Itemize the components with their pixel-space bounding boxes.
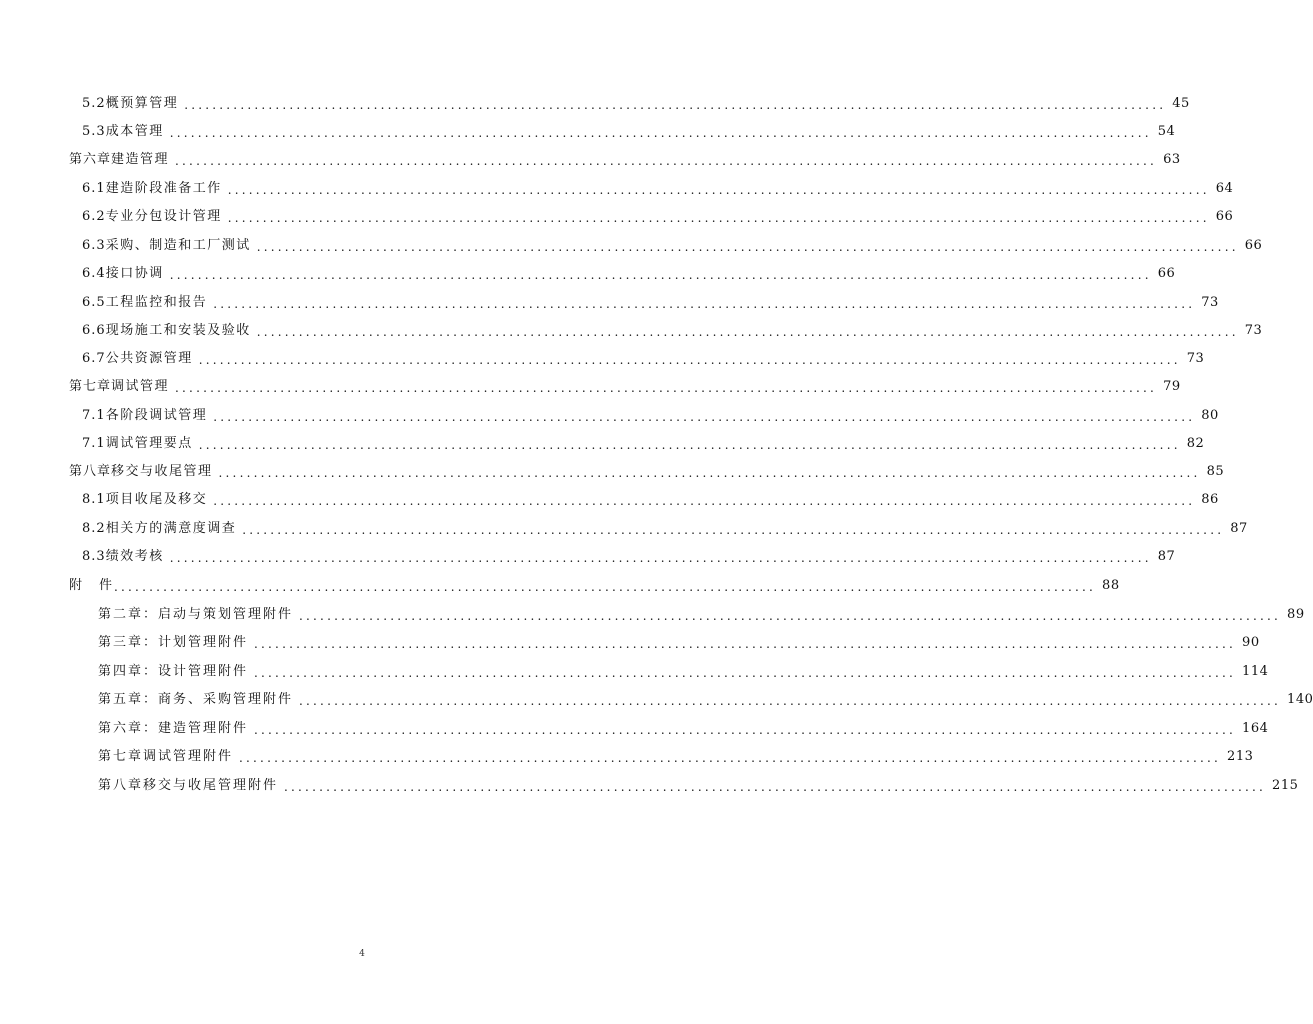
toc-leader-dots: ............................................................................................................................................: [198, 438, 1181, 452]
toc-entry-number: 6.7: [82, 351, 106, 366]
toc-leader-dots: ............................................................................................................................................: [169, 551, 1152, 565]
toc-entry-title: 第六章：建造管理附件: [98, 721, 249, 736]
toc-leader-dots: ............................................................................................................................................: [239, 751, 1222, 765]
toc-entry[interactable]: [98, 774, 1299, 794]
toc-entry-page: 63: [1163, 152, 1181, 167]
toc-entry-number: 6.2: [82, 209, 106, 224]
toc-entry-title: 各阶段调试管理: [105, 408, 208, 423]
toc-entry-title: 第七章调试管理附件: [98, 749, 234, 764]
toc-entry-title: 现场施工和安装及验收: [105, 323, 251, 338]
toc-entry-title: 第三章：计划管理附件: [98, 635, 249, 650]
toc-entry[interactable]: [82, 404, 1219, 424]
toc-entry-title: 建造阶段准备工作: [105, 181, 222, 196]
toc-leader-dots: ............................................................................................................................................: [299, 609, 1282, 623]
toc-entry-title: 建造管理: [111, 152, 170, 167]
toc-entry-page: 215: [1272, 778, 1299, 793]
toc-entry-page: 164: [1242, 721, 1269, 736]
toc-entry-page: 86: [1201, 492, 1219, 507]
toc-entry[interactable]: [82, 177, 1234, 197]
toc-entry[interactable]: [82, 545, 1176, 565]
toc-entry-number: 6.6: [82, 323, 106, 338]
toc-entry[interactable]: [82, 291, 1219, 311]
toc-entry-title: 第二章：启动与策划管理附件: [98, 607, 294, 622]
toc-entry[interactable]: [69, 375, 1181, 395]
toc-leader-dots: ............................................................................................................................................: [284, 780, 1267, 794]
toc-entry[interactable]: [98, 660, 1269, 680]
toc-leader-dots: ............................................................................................................................................: [213, 410, 1196, 424]
toc-leader-dots: ............................................................................................................................................: [254, 723, 1237, 737]
toc-entry[interactable]: [69, 574, 1120, 594]
toc-entry-number: 附 件: [69, 578, 115, 593]
toc-entry-page: 73: [1201, 295, 1219, 310]
toc-entry-title: 第五章：商务、采购管理附件: [98, 692, 294, 707]
toc-leader-dots: ............................................................................................................................................: [242, 523, 1225, 537]
toc-entry-page: 88: [1102, 578, 1120, 593]
toc-entry-number: 6.3: [82, 238, 106, 253]
toc-entry[interactable]: [98, 717, 1269, 737]
page-number: 4: [359, 949, 365, 959]
toc-entry-title: 工程监控和报告: [105, 295, 208, 310]
toc-entry-title: 第八章移交与收尾管理附件: [98, 778, 279, 793]
toc-leader-dots: ............................................................................................................................................: [114, 580, 1097, 594]
toc-entry-title: 采购、制造和工厂测试: [105, 238, 251, 253]
toc-leader-dots: ............................................................................................................................................: [254, 666, 1237, 680]
toc-leader-dots: ............................................................................................................................................: [227, 211, 1210, 225]
toc-entry[interactable]: [82, 347, 1205, 367]
toc-entry[interactable]: [82, 517, 1248, 537]
toc-entry-title: 公共资源管理: [105, 351, 193, 366]
toc-entry-page: 213: [1227, 749, 1254, 764]
toc-entry-page: 73: [1186, 351, 1205, 366]
toc-leader-dots: ............................................................................................................................................: [184, 98, 1167, 112]
toc-entry[interactable]: [82, 205, 1234, 225]
toc-entry-page: 66: [1157, 266, 1176, 281]
toc-entry-title: 相关方的满意度调查: [105, 521, 237, 536]
toc-entry[interactable]: [82, 262, 1176, 282]
toc-leader-dots: ............................................................................................................................................: [169, 126, 1152, 140]
toc-leader-dots: ............................................................................................................................................: [169, 268, 1152, 282]
toc-entry[interactable]: [98, 745, 1254, 765]
toc-entry-number: 6.5: [82, 295, 106, 310]
toc-entry-title: 调试管理: [111, 379, 170, 394]
toc-entry-title: 专业分包设计管理: [105, 209, 222, 224]
toc-leader-dots: ............................................................................................................................................: [254, 637, 1237, 651]
toc-entry-page: 66: [1215, 209, 1234, 224]
toc-leader-dots: ............................................................................................................................................: [218, 466, 1201, 480]
toc-leader-dots: ............................................................................................................................................: [175, 154, 1158, 168]
toc-entry-number: 8.2: [82, 521, 106, 536]
toc-entry-title: 移交与收尾管理: [111, 464, 213, 479]
toc-entry-number: 5.3: [82, 124, 106, 139]
toc-entry-number: 7.1: [82, 436, 106, 451]
toc-entry-page: 80: [1201, 408, 1219, 423]
toc-entry-page: 90: [1242, 635, 1260, 650]
toc-entry-page: 85: [1206, 464, 1225, 479]
toc-leader-dots: ............................................................................................................................................: [175, 381, 1158, 395]
toc-entry-page: 140: [1287, 692, 1313, 707]
toc-entry-page: 54: [1157, 124, 1176, 139]
toc-entry[interactable]: [82, 488, 1219, 508]
toc-entry-title: 绩效考核: [105, 549, 164, 564]
toc-entry-title: 概预算管理: [105, 96, 179, 111]
toc-entry-number: 6.1: [82, 181, 106, 196]
toc-entry-number: 8.1: [82, 492, 106, 507]
toc-leader-dots: ............................................................................................................................................: [198, 353, 1181, 367]
toc-entry[interactable]: [69, 148, 1181, 168]
toc-entry-number: 第八章: [69, 464, 112, 479]
toc-entry-page: 87: [1157, 549, 1176, 564]
toc-entry-page: 89: [1287, 607, 1305, 622]
toc-entry[interactable]: [98, 603, 1305, 623]
toc-entry-number: 第七章: [69, 379, 112, 394]
toc-entry-page: 45: [1172, 96, 1190, 111]
toc-entry-number: 第六章: [69, 152, 112, 167]
toc-entry-page: 79: [1163, 379, 1181, 394]
toc-entry-page: 114: [1242, 664, 1269, 679]
toc-entry-number: 7.1: [82, 408, 106, 423]
toc-entry[interactable]: [82, 234, 1263, 254]
toc-entry-page: 82: [1186, 436, 1205, 451]
toc-entry[interactable]: [69, 460, 1225, 480]
toc-entry[interactable]: [98, 631, 1260, 651]
toc-entry[interactable]: [98, 688, 1313, 708]
toc-entry-number: 5.2: [82, 96, 106, 111]
toc-entry-page: 73: [1244, 323, 1263, 338]
toc-entry-title: 第四章：设计管理附件: [98, 664, 249, 679]
toc-entry-title: 调试管理要点: [105, 436, 193, 451]
toc-leader-dots: ............................................................................................................................................: [299, 694, 1282, 708]
toc-entry-title: 成本管理: [105, 124, 164, 139]
toc-entry-number: 8.3: [82, 549, 106, 564]
toc-entry-title: 项目收尾及移交: [105, 492, 208, 507]
toc-entry-page: 66: [1244, 238, 1263, 253]
toc-entry-number: 6.4: [82, 266, 106, 281]
toc-leader-dots: ............................................................................................................................................: [213, 494, 1196, 508]
toc-leader-dots: ............................................................................................................................................: [256, 240, 1239, 254]
toc-entry-title: 接口协调: [105, 266, 164, 281]
toc-entry[interactable]: [82, 92, 1190, 112]
toc-entry-page: 64: [1215, 181, 1234, 196]
toc-entry-page: 87: [1230, 521, 1248, 536]
toc-entry[interactable]: [82, 120, 1176, 140]
toc-entry[interactable]: [82, 432, 1205, 452]
toc-leader-dots: ............................................................................................................................................: [256, 325, 1239, 339]
toc-leader-dots: ............................................................................................................................................: [213, 297, 1196, 311]
toc-entry[interactable]: [82, 319, 1263, 339]
toc-leader-dots: ............................................................................................................................................: [227, 183, 1210, 197]
